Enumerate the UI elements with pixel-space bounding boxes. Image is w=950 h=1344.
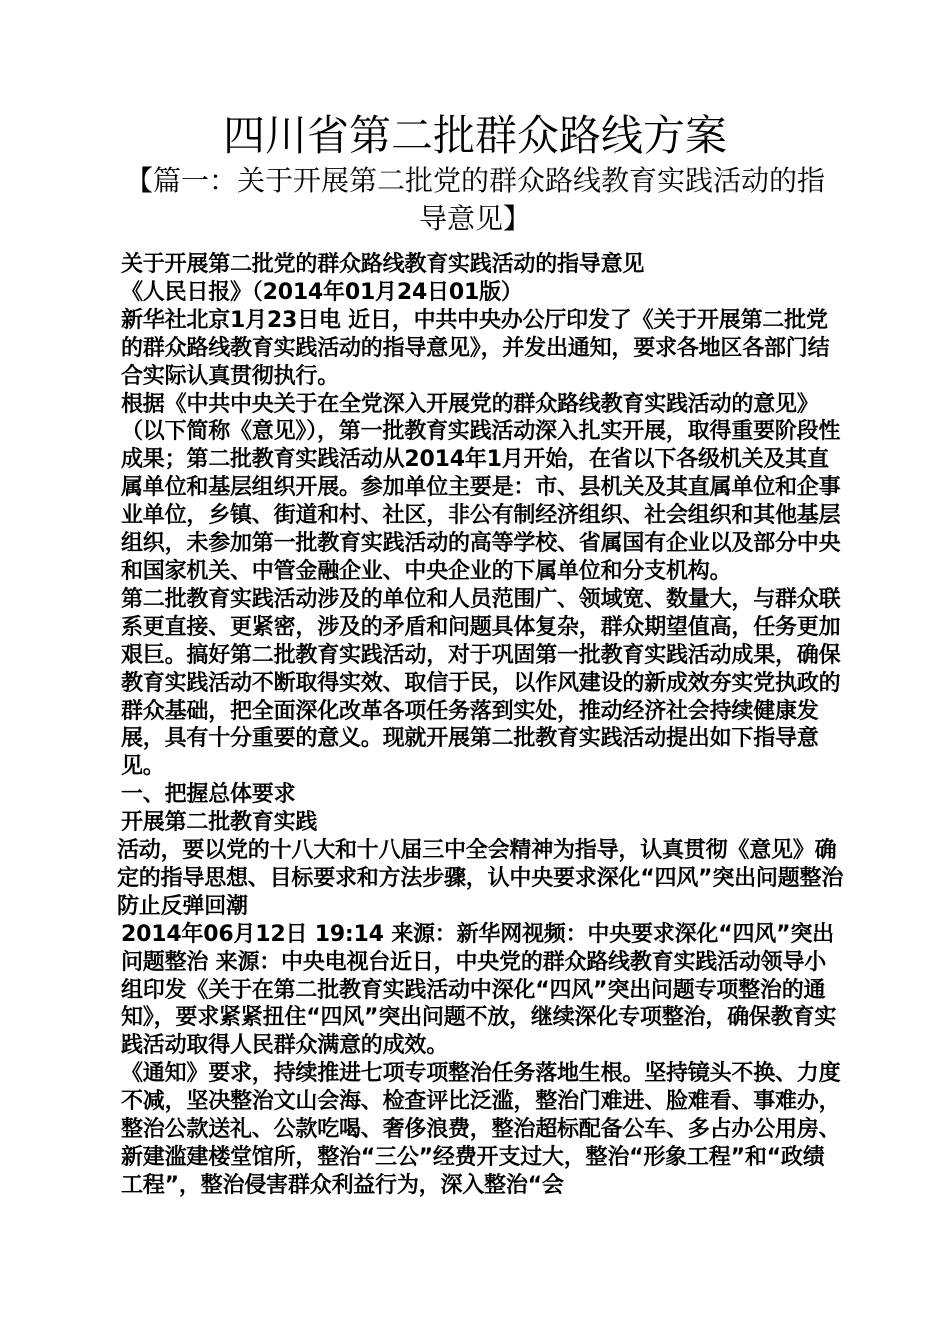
- paragraph: 根据《中共中央关于在全党深入开展党的群众路线教育实践活动的意见》（以下简称《意见》），第一批教育实践活动深入扎实开展，取得重要阶段性成果；第二批教育实践活动从2014年1月开始，在省以下各级机关及其直属单位和基层组织开展。参加单位主要是：市、县机关及其直属单位和企事业单位，乡镇、街道和村、社区，非公有制经济组织、社会组织和其他基层组织，未参加第一批教育实践活动的高等学校、省属国有企业以及部分中央和国家机关、中管金融企业、中央企业的下属单位和分支机构。: [121, 391, 841, 584]
- paragraph-heading: 关于开展第二批党的群众路线教育实践活动的指导意见: [121, 252, 645, 277]
- section-heading: 一、把握总体要求: [121, 782, 296, 808]
- paragraph: 新华社北京1月23日电 近日，中共中央办公厅印发了《关于开展第二批党的群众路线教育实践活动的指导意见》，并发出通知，要求各地区各部门结合实际认真贯彻执行。: [121, 307, 830, 389]
- paragraph: 活动，要以党的十八大和十八届三中全会精神为指导，认真贯彻《意见》确定的指导思想、目标要求和方法步骤，认中央要求深化“四风”突出问题整治 防止反弹回潮: [117, 838, 844, 919]
- document-subtitle: 【篇一：关于开展第二批党的群众路线教育实践活动的指导意见】: [124, 164, 825, 235]
- document-body: [117, 251, 845, 1200]
- paragraph-source: 《人民日报》（2014年01月24日01版）: [121, 279, 523, 305]
- paragraph: 第二批教育实践活动涉及的单位和人员范围广、领域宽、数量大，与群众联系更直接、更紧密，涉及的矛盾和问题具体复杂，群众期望值高，任务更加艰巨。搞好第二批教育实践活动，对于巩固第一批教育实践活动成果，确保教育实践活动不断取得实效、取信于民，以作风建设的新成效夯实党执政的群众基础，把全面深化改革各项任务落到实处，推动经济社会持续健康发展，具有十分重要的意义。现就开展第二批教育实践活动提出如下指导意见。: [121, 586, 841, 780]
- paragraph: 《通知》要求，持续推进七项专项整治任务落地生根。坚持镜头不换、力度不减，坚决整治文山会海、检查评比泛滥，整治门难进、脸难看、事难办，整治公款送礼、公款吃喝、奢侈浪费，整治超标配备公车、多占办公用房、新建滥建楼堂馆所，整治“三公”经费开支过大，整治“形象工程”和“政绩工程”，整治侵害群众利益行为，深入整治“会: [121, 1061, 841, 1198]
- paragraph: 2014年06月12日 19:14 来源：新华网视频：中央要求深化“四风”突出问题整治 来源：中央电视台近日，中央党的群众路线教育实践活动领导小组印发《关于在第二批教育实践活动中深化“四风”突出问题专项整治的通知》，要求紧紧扭住“四风”突出问题不放，继续深化专项整治，确保教育实践活动取得人民群众满意的成效。: [121, 921, 837, 1059]
- document-title: 四川省第二批群众路线方案: [222, 111, 727, 160]
- paragraph: 开展第二批教育实践: [121, 810, 318, 836]
